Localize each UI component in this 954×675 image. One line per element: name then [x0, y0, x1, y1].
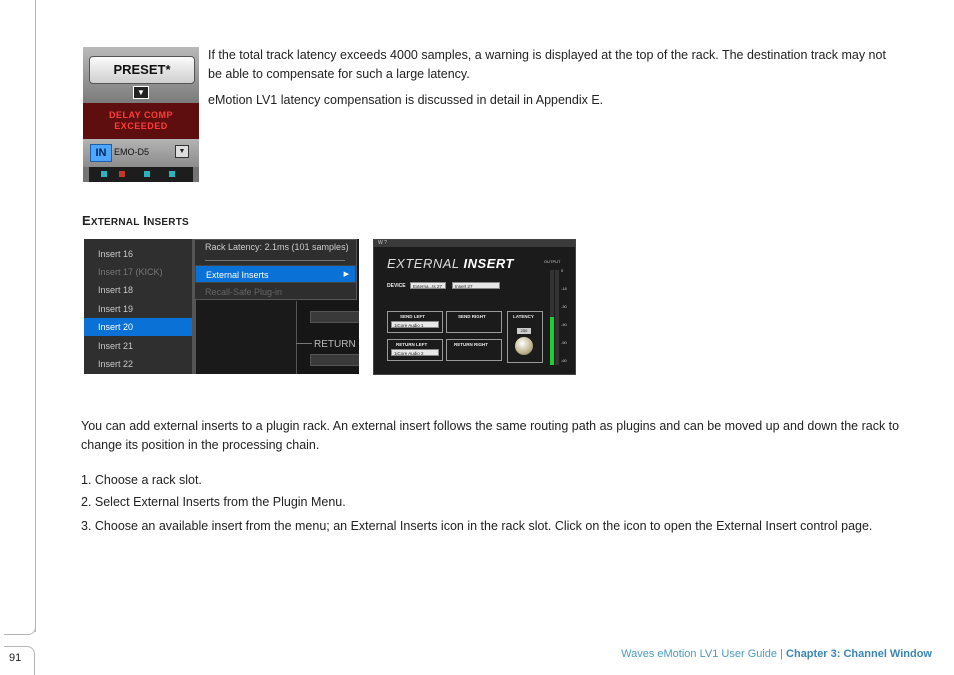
return-label: RETURN [314, 339, 356, 350]
in-button[interactable]: IN [90, 144, 112, 162]
external-insert-panel [373, 239, 576, 375]
step-3-text: 3. Choose an available insert from the menu; an External Inserts icon in the rack slot. Click on the icon to open the External Insert control page. [81, 519, 873, 533]
send-left-select[interactable]: 1iCore Audio 1 [391, 321, 439, 328]
submenu-separator [205, 260, 345, 261]
plugin-thumbnail [89, 167, 193, 182]
plugin-name: EMO-D5 [114, 147, 150, 157]
delay-comp-warning [83, 103, 199, 139]
rack-slot[interactable] [310, 354, 359, 366]
heading-cap-i: I [143, 213, 148, 228]
return-line [296, 343, 312, 344]
submenu-arrow-icon: ▶ [343, 271, 349, 278]
output-meter-right [555, 270, 559, 365]
preset-button[interactable]: PRESET* [89, 56, 195, 84]
return-left-select[interactable]: 1iCore Audio 2 [391, 349, 439, 356]
warning-line-1: DELAY COMP [108, 110, 173, 120]
meter-scale-tick: -30 [561, 304, 567, 309]
panel-title-bold: INSERT [463, 256, 514, 271]
page-footer [621, 648, 932, 660]
latency-value: 250 [517, 328, 531, 334]
meter-scale-tick: -60 [561, 358, 567, 363]
heading-rest-1: XTERNAL [90, 217, 140, 228]
step-1: 1. Choose a rack slot. [81, 473, 202, 487]
intro-paragraph-1: If the total track latency exceeds 4000 samples, a warning is displayed at the top of the rack. The destination track may not be able to compensate for such a large latency. [208, 48, 886, 81]
page-number: 91 [9, 652, 22, 664]
insert-item-selected[interactable]: Insert 20 [84, 318, 192, 336]
thumbnail-light-icon [144, 171, 150, 177]
meter-scale-tick: -18 [561, 286, 567, 291]
preset-dropdown-icon[interactable]: ▼ [133, 86, 149, 99]
delay-comp-screenshot [83, 47, 199, 182]
insert-item[interactable]: Insert 22 [98, 359, 134, 369]
warning-line-2: EXCEEDED [114, 121, 168, 131]
return-left-label: RETURN LEFT [396, 342, 428, 347]
body-paragraph: You can add external inserts to a plugin rack. An external insert follows the same routing path as plugins and can be moved up and down the rack to change its position in the processing chain. [81, 419, 900, 452]
footer-separator: | [780, 648, 783, 660]
rack-divider [296, 301, 297, 374]
footer-chapter: Chapter 3: Channel Window [786, 648, 932, 660]
rack-slot[interactable] [310, 311, 359, 323]
section-heading [82, 213, 189, 228]
insert-item[interactable]: Insert 19 [98, 304, 134, 314]
latency-knob[interactable] [515, 337, 533, 355]
recall-safe-menu-item[interactable]: Recall-Safe Plug-in [205, 287, 283, 297]
output-label: OUTPUT [544, 259, 561, 264]
send-right-label: SEND RIGHT [458, 314, 486, 319]
insert-item[interactable]: Insert 17 (KICK) [98, 267, 163, 277]
plugin-dropdown-icon[interactable]: ▼ [175, 145, 189, 158]
thumbnail-light-icon [169, 171, 175, 177]
margin-line [35, 0, 36, 632]
external-inserts-label: External Inserts [206, 270, 269, 280]
insert-item[interactable]: Insert 21 [98, 341, 134, 351]
margin-curve [4, 618, 36, 635]
thumbnail-light-icon [119, 171, 125, 177]
panel-title-light: EXTERNAL [387, 256, 460, 271]
plugin-submenu [194, 239, 357, 300]
external-inserts-menu-item[interactable] [195, 265, 356, 283]
panel-titlebar: W ? [374, 240, 576, 247]
footer-guide-title: Waves eMotion LV1 User Guide [621, 648, 778, 660]
device-label: DEVICE [387, 283, 406, 289]
heading-cap-e: E [82, 213, 91, 228]
return-right-label: RETURN RIGHT [454, 342, 488, 347]
step-3 [81, 517, 881, 536]
meter-scale-tick: -40 [561, 322, 567, 327]
plugin-slot-row [83, 139, 199, 167]
heading-rest-2: NSERTS [147, 217, 189, 228]
step-2: 2. Select External Inserts from the Plugin Menu. [81, 495, 346, 509]
rack-latency-label: Rack Latency: 2.1ms (101 samples) [205, 242, 349, 252]
insert-select[interactable]: Insert 27 [452, 282, 500, 289]
insert-item[interactable]: Insert 16 [98, 249, 134, 259]
device-select[interactable]: Externa...ts 27 [410, 282, 446, 289]
thumbnail-light-icon [101, 171, 107, 177]
insert-menu-screenshot [84, 239, 359, 374]
send-left-label: SEND LEFT [400, 314, 426, 319]
meter-scale-tick: 0 [561, 268, 564, 273]
meter-scale-tick: -50 [561, 340, 567, 345]
panel-title [387, 256, 514, 271]
output-meter-fill [550, 317, 554, 365]
insert-list [84, 239, 192, 374]
intro-paragraph-2: eMotion LV1 latency compensation is discussed in detail in Appendix E. [208, 93, 604, 107]
latency-label: LATENCY [513, 314, 534, 319]
insert-item[interactable]: Insert 18 [98, 285, 134, 295]
